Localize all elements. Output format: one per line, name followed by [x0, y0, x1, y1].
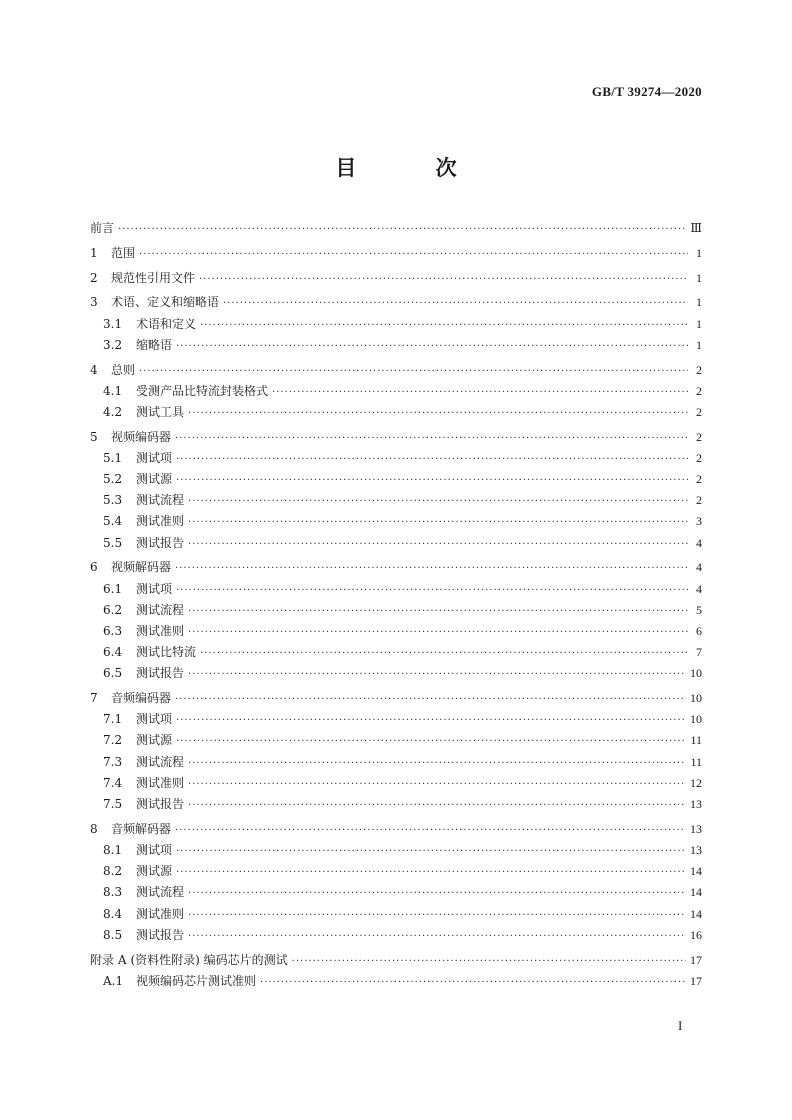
toc-entry[interactable]	[90, 381, 702, 402]
toc-entry-label: 总则	[111, 362, 136, 377]
page-title: 目 次	[335, 155, 493, 180]
toc-entry[interactable]	[90, 360, 702, 381]
toc-entry-label: 测试准则	[136, 775, 185, 790]
toc-entry-number: 6.5	[103, 666, 123, 681]
toc-entry-label: 测试流程	[136, 754, 185, 769]
toc-leader-dots	[175, 428, 688, 449]
toc-entry-number: 5.2	[103, 472, 123, 487]
toc-entry[interactable]	[90, 600, 702, 621]
toc-entry-page: 13	[690, 821, 702, 836]
toc-entry[interactable]	[90, 511, 702, 532]
toc-entry-label: 音频解码器	[111, 821, 172, 836]
toc-leader-dots	[188, 403, 688, 424]
toc-entry-page: 4	[696, 560, 702, 575]
toc-entry-page: 14	[690, 885, 702, 900]
table-of-contents	[90, 218, 702, 992]
toc-leader-dots	[176, 841, 686, 862]
toc-leader-dots	[188, 926, 686, 947]
toc-entry-page: 5	[696, 602, 702, 617]
toc-leader-dots	[139, 244, 688, 265]
toc-entry-number: 4.2	[103, 404, 123, 419]
toc-entry-page: 1	[696, 295, 702, 310]
toc-entry[interactable]	[90, 268, 702, 289]
toc-entry-label: 测试流程	[136, 602, 185, 617]
toc-entry[interactable]	[90, 243, 702, 264]
toc-entry-number: 4.1	[103, 383, 123, 398]
toc-entry-label: 测试准则	[136, 623, 185, 638]
toc-entry-number: 6.4	[103, 645, 123, 660]
toc-entry-number: 7.4	[103, 775, 123, 790]
toc-entry-label: 测试源	[136, 733, 173, 748]
toc-entry[interactable]	[90, 427, 702, 448]
toc-entry[interactable]	[90, 840, 702, 861]
toc-entry-page: 10	[690, 712, 702, 727]
toc-entry-page: 7	[696, 645, 702, 660]
toc-entry-label: 缩略语	[136, 337, 173, 352]
toc-entry-label: 规范性引用文件	[111, 270, 196, 285]
toc-entry-page: 10	[690, 666, 702, 681]
toc-entry-number: 7.2	[103, 733, 123, 748]
toc-entry[interactable]	[90, 819, 702, 840]
toc-entry-page: 17	[690, 952, 702, 967]
toc-leader-dots	[176, 862, 686, 883]
toc-entry-number: 6	[90, 560, 98, 575]
toc-entry-page: 2	[696, 383, 702, 398]
toc-entry-page: 4	[696, 581, 702, 596]
toc-entry-page: Ⅲ	[690, 221, 702, 235]
toc-entry-label: 视频编码器	[111, 429, 172, 444]
toc-entry[interactable]	[90, 925, 702, 946]
toc-entry-label: 测试报告	[136, 535, 185, 550]
toc-entry-label: 测试项	[136, 843, 173, 857]
toc-leader-dots	[199, 269, 688, 290]
toc-leader-dots	[175, 558, 688, 579]
toc-entry[interactable]	[90, 557, 702, 578]
toc-entry[interactable]	[90, 579, 702, 600]
toc-entry-label: 音频编码器	[111, 691, 172, 706]
toc-entry-label: 测试工具	[136, 404, 185, 419]
toc-leader-dots	[188, 622, 688, 643]
toc-entry-label: 测试流程	[136, 885, 185, 900]
toc-entry-number: 5.4	[103, 514, 123, 529]
toc-entry-number: 2	[90, 270, 98, 285]
toc-entry[interactable]	[90, 402, 702, 423]
page-number: I	[678, 1018, 683, 1033]
toc-entry-label: 术语、定义和缩略语	[111, 295, 220, 310]
toc-entry[interactable]	[90, 773, 702, 794]
toc-entry-page: 2	[696, 493, 702, 508]
toc-entry[interactable]	[90, 621, 702, 642]
toc-entry-number: 7.3	[103, 754, 123, 769]
toc-entry[interactable]	[90, 448, 702, 469]
toc-leader-dots	[200, 643, 688, 664]
toc-entry-label: 测试准则	[136, 906, 185, 921]
toc-entry-page: 11	[690, 754, 702, 769]
toc-entry[interactable]	[90, 730, 702, 751]
toc-entry[interactable]	[90, 709, 702, 730]
toc-entry-label: (资料性附录) 编码芯片的测试	[130, 952, 288, 967]
toc-entry-page: 3	[696, 514, 702, 529]
toc-leader-dots	[176, 336, 688, 357]
toc-entry-page: 14	[690, 864, 702, 879]
toc-entry-number: 7.1	[103, 712, 123, 727]
toc-entry-page: 2	[696, 450, 702, 465]
toc-entry[interactable]	[90, 490, 702, 511]
toc-entry-number: 7	[90, 691, 98, 706]
toc-entry-page: 12	[690, 775, 702, 790]
toc-leader-dots	[176, 470, 688, 491]
toc-entry[interactable]	[90, 752, 702, 773]
toc-entry-label: 测试项	[136, 712, 173, 727]
toc-entry-label: 测试项	[136, 581, 173, 596]
toc-entry-label: 测试源	[136, 864, 173, 879]
toc-entry-number: 3.2	[103, 337, 123, 352]
toc-entry-page: 1	[696, 245, 702, 260]
toc-entry-label: 测试准则	[136, 514, 185, 529]
toc-leader-dots	[260, 972, 686, 993]
toc-entry-number: 6.1	[103, 581, 123, 596]
toc-entry-page: 6	[696, 623, 702, 638]
toc-entry[interactable]	[90, 218, 702, 239]
toc-entry-label: 受测产品比特流封装格式	[136, 383, 269, 398]
toc-leader-dots	[139, 361, 688, 382]
toc-entry-label: 视频解码器	[111, 560, 172, 575]
toc-entry-page: 2	[696, 404, 702, 419]
toc-entry-page: 16	[690, 927, 702, 942]
toc-entry[interactable]	[90, 642, 702, 663]
toc-entry[interactable]	[90, 971, 702, 992]
toc-leader-dots	[176, 449, 688, 470]
toc-entry[interactable]	[90, 904, 702, 925]
toc-leader-dots	[188, 883, 686, 904]
toc-leader-dots	[188, 753, 686, 774]
toc-leader-dots	[188, 534, 688, 555]
toc-entry-page: 11	[690, 733, 702, 748]
toc-leader-dots	[175, 689, 686, 710]
toc-entry-label: 视频编码芯片测试准则	[136, 973, 257, 988]
toc-entry-number: 5	[90, 429, 98, 444]
toc-entry-label: 测试项	[136, 450, 173, 465]
toc-entry-page: 1	[696, 337, 702, 352]
toc-entry[interactable]	[90, 794, 702, 815]
toc-entry-label: 前言	[90, 221, 115, 235]
toc-entry-number: 8.4	[103, 906, 123, 921]
toc-entry[interactable]	[90, 950, 702, 971]
toc-entry-number: 8.5	[103, 927, 123, 942]
toc-entry[interactable]	[90, 861, 702, 882]
toc-entry-number: 5.3	[103, 493, 123, 508]
standard-code: GB/T 39274—2020	[591, 84, 702, 99]
toc-entry[interactable]	[90, 314, 702, 335]
toc-entry-label: 测试报告	[136, 797, 185, 812]
toc-entry-label: 测试流程	[136, 493, 185, 508]
toc-entry-label: 范围	[111, 245, 136, 260]
toc-entry-label: 测试比特流	[136, 645, 197, 660]
toc-entry-page: 4	[696, 535, 702, 550]
toc-entry-page: 2	[696, 472, 702, 487]
toc-entry-number: 4	[90, 362, 98, 377]
toc-leader-dots	[292, 951, 686, 972]
toc-entry-page: 2	[696, 429, 702, 444]
toc-entry-label: 测试报告	[136, 666, 185, 681]
toc-entry-number: 附录 A	[90, 952, 127, 967]
toc-leader-dots	[188, 601, 688, 622]
toc-entry-number: A.1	[103, 973, 124, 988]
toc-entry-page: 13	[690, 843, 702, 857]
toc-entry-number: 8	[90, 821, 98, 836]
toc-entry-page: 13	[690, 797, 702, 812]
toc-leader-dots	[188, 664, 686, 685]
toc-entry[interactable]	[90, 663, 702, 684]
toc-entry-number: 7.5	[103, 797, 123, 812]
toc-entry[interactable]	[90, 335, 702, 356]
toc-entry-number: 1	[90, 245, 98, 260]
toc-entry-page: 14	[690, 906, 702, 921]
toc-entry-label: 术语和定义	[136, 316, 197, 331]
toc-leader-dots	[188, 795, 686, 816]
toc-entry[interactable]	[90, 292, 702, 313]
toc-leader-dots	[175, 820, 686, 841]
toc-entry[interactable]	[90, 688, 702, 709]
toc-leader-dots	[118, 219, 686, 240]
toc-entry-number: 5.1	[103, 450, 123, 465]
toc-leader-dots	[188, 774, 686, 795]
toc-leader-dots	[223, 293, 688, 314]
toc-entry-page: 17	[690, 973, 702, 988]
toc-entry[interactable]	[90, 882, 702, 903]
toc-leader-dots	[176, 731, 686, 752]
toc-entry-page: 1	[696, 316, 702, 331]
toc-entry-label: 测试报告	[136, 927, 185, 942]
toc-entry-number: 5.5	[103, 535, 123, 550]
toc-entry-page: 1	[696, 270, 702, 285]
toc-leader-dots	[176, 580, 688, 601]
toc-entry[interactable]	[90, 469, 702, 490]
toc-entry[interactable]	[90, 533, 702, 554]
toc-entry-number: 8.3	[103, 885, 123, 900]
toc-entry-number: 8.1	[103, 843, 123, 857]
toc-entry-number: 3.1	[103, 316, 123, 331]
toc-leader-dots	[272, 382, 688, 403]
toc-entry-label: 测试源	[136, 472, 173, 487]
toc-leader-dots	[188, 491, 688, 512]
toc-entry-page: 10	[690, 691, 702, 706]
toc-entry-number: 8.2	[103, 864, 123, 879]
toc-entry-number: 6.2	[103, 602, 123, 617]
toc-leader-dots	[200, 315, 688, 336]
toc-entry-number: 3	[90, 295, 98, 310]
toc-leader-dots	[176, 710, 686, 731]
toc-entry-number: 6.3	[103, 623, 123, 638]
toc-leader-dots	[188, 512, 688, 533]
toc-entry-page: 2	[696, 362, 702, 377]
toc-leader-dots	[188, 905, 686, 926]
